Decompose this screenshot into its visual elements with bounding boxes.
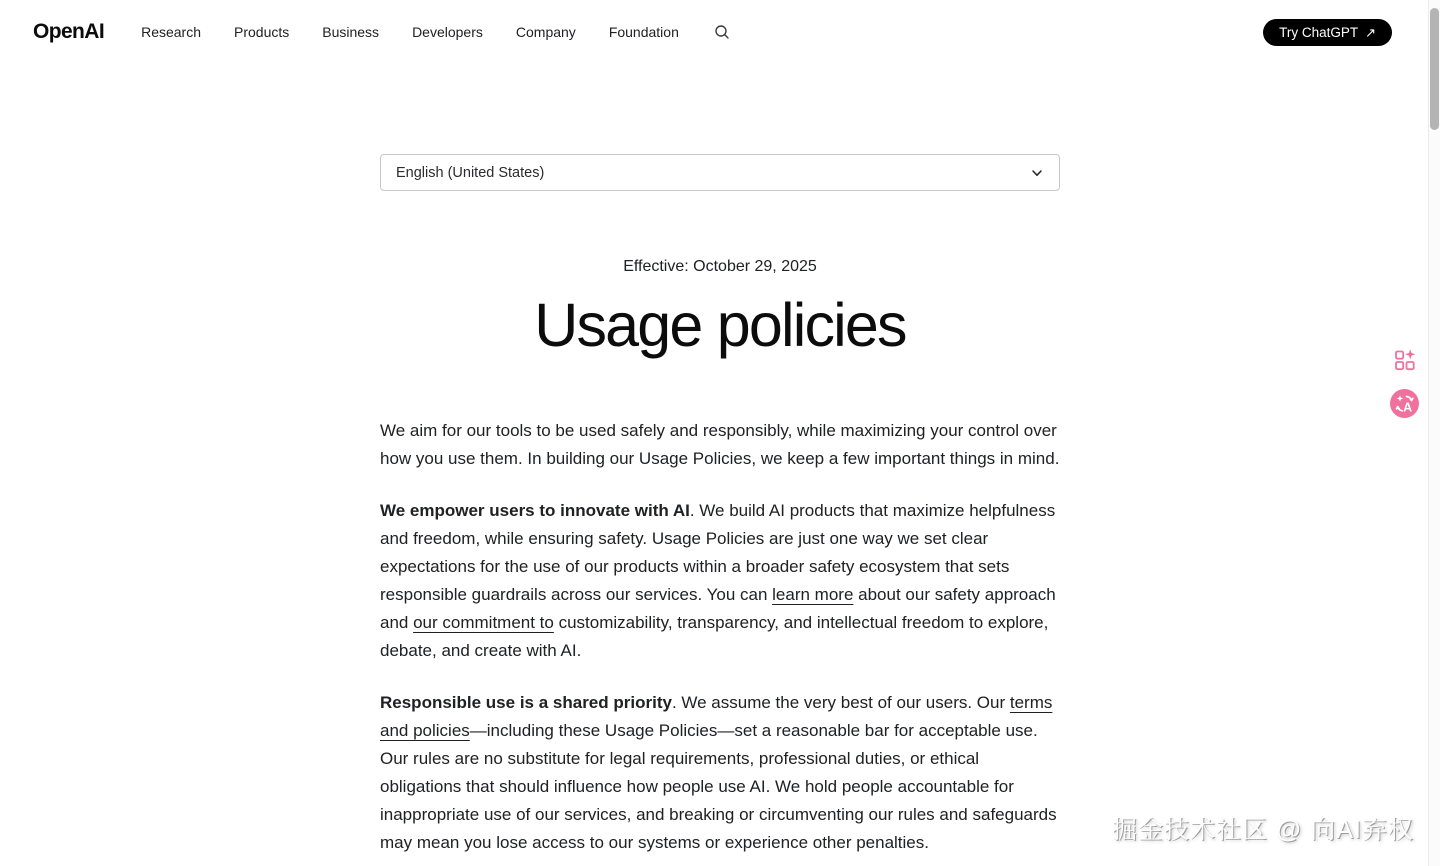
paragraph-empower <box>380 497 1060 665</box>
openai-logo[interactable]: OpenAI <box>33 20 105 43</box>
nav-item-business[interactable]: Business <box>322 24 380 40</box>
scrollbar-track[interactable] <box>1428 0 1440 866</box>
language-selector-value: English (United States) <box>396 164 545 181</box>
try-chatgpt-label: Try ChatGPT <box>1279 24 1359 40</box>
chevron-down-icon <box>1030 166 1044 180</box>
our-commitment-link[interactable]: our commitment to <box>413 613 554 633</box>
nav-item-products[interactable]: Products <box>234 24 290 40</box>
nav-item-company[interactable]: Company <box>515 24 576 40</box>
translate-button[interactable] <box>1390 389 1419 418</box>
nav-item-foundation[interactable]: Foundation <box>608 24 679 40</box>
paragraph-responsible <box>380 689 1060 857</box>
watermark-text: 掘金技术社区 @ 向AI弃权 <box>1112 816 1414 844</box>
empower-text-2: about our safety approach and <box>380 585 1056 633</box>
floating-toolbar <box>1390 348 1419 418</box>
nav-item-research[interactable]: Research <box>141 24 201 40</box>
svg-text:A: A <box>1403 400 1413 415</box>
page-title: Usage policies <box>534 291 906 359</box>
language-selector[interactable] <box>380 154 1060 191</box>
learn-more-link[interactable]: learn more <box>772 585 854 605</box>
terms-and-policies-link[interactable]: terms and policies <box>380 693 1053 741</box>
empower-text-1: . We build AI products that maximize helpfulness and freedom, while ensuring safety. Usage Policies are just one way we set clear expectations for the use of our products within a broader safety ecosystem that sets responsible guardrails across our services. You can <box>380 501 1056 605</box>
try-chatgpt-button[interactable] <box>1263 19 1392 46</box>
intro-paragraph: We aim for our tools to be used safely and responsibly, while maximizing your control over how you use them. In building our Usage Policies, we keep a few important things in mind. <box>380 421 1060 469</box>
empower-lead-in: We empower users to innovate with AI <box>380 501 690 521</box>
responsible-text-1: . We assume the very best of our users. Our <box>671 693 1010 713</box>
scrollbar-thumb[interactable] <box>1430 8 1439 130</box>
apps-sparkle-button[interactable] <box>1393 348 1417 372</box>
effective-date: Effective: October 29, 2025 <box>623 258 817 275</box>
responsible-text-2: —including these Usage Policies—set a reasonable bar for acceptable use. Our rules are no substitute for legal requirements, professional duties, or ethical obligations that should influence how people use AI. We hold people accountable for inappropriate use of our services, and breaking or circumventing our rules and safeguards may mean you lose access to our systems or experience other penalties. <box>380 721 1057 853</box>
empower-text-3: customizability, transparency, and intellectual freedom to explore, debate, and create with AI. <box>380 613 1049 661</box>
arrow-up-right-icon: ↗ <box>1365 24 1376 40</box>
responsible-lead-in: Responsible use is a shared priority <box>380 693 672 713</box>
apps-sparkle-icon <box>1393 348 1417 372</box>
translate-icon <box>1390 389 1419 418</box>
main-content <box>380 0 1060 857</box>
nav-item-developers[interactable]: Developers <box>412 24 483 40</box>
